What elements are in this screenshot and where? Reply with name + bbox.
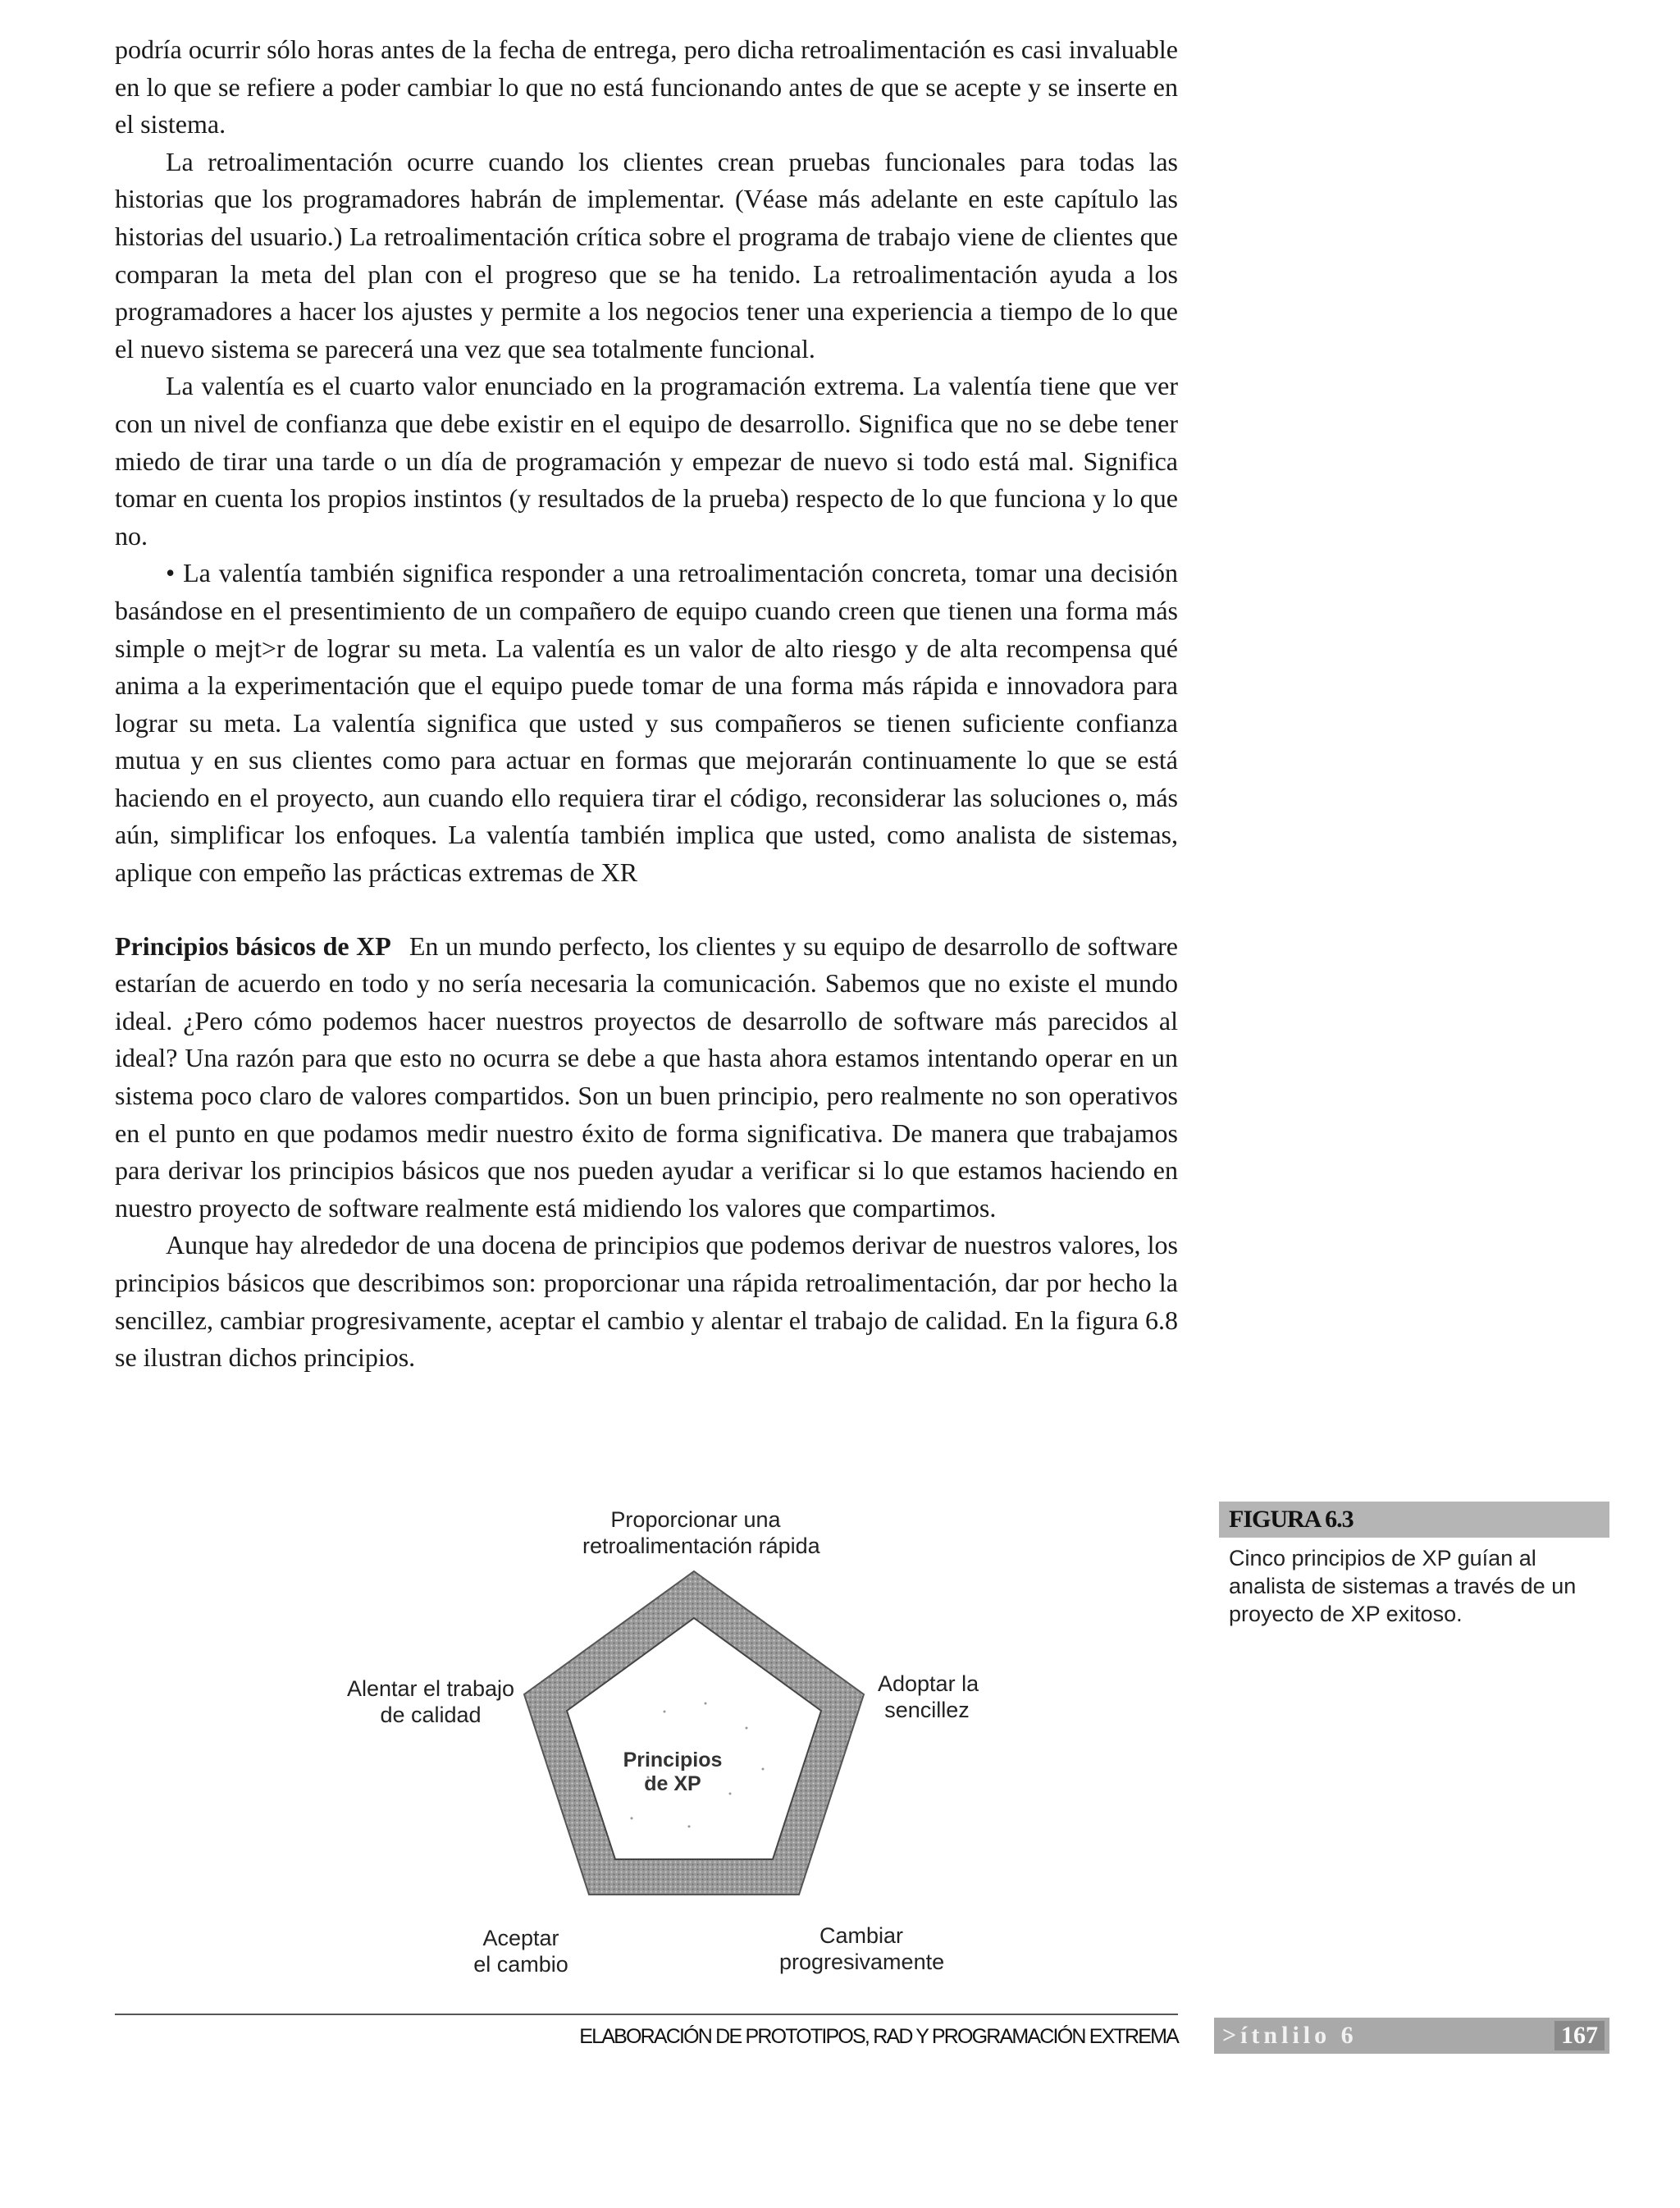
figure-caption [1219, 1502, 1609, 1628]
label-feedback [582, 1506, 820, 1559]
label-feedback-line1: Proporcionar una [610, 1507, 781, 1532]
label-quality-work [336, 1675, 525, 1728]
label-simplicity [878, 1671, 979, 1723]
paragraph-2: La retroalimentación ocurre cuando los clientes crean pruebas funcionales para todas las historias que los programadores habrán de implementar. (Véase más adelante en este capítulo las historias del usuario.) La retroalimentación crítica sobre el programa de trabajo viene de clientes que comparan la meta del plan con el progreso que se ha tenido. La retroalimentación ayuda a los programadores a hacer los ajustes y permite a los negocios tener una experiencia a tiempo de lo que el nuevo sistema se parecerá una vez que sea totalmente funcional. [115, 146, 1178, 363]
page-number: 167 [1554, 2021, 1605, 2050]
label-embrace-line2: el cambio [473, 1952, 568, 1977]
paragraph-3: La valentía es el cuarto valor enunciado en la programación extrema. La valentía tiene que ver con un nivel de confianza que debe existir en el equipo de desarrollo. Significa que no se debe tener miedo de tirar una tarde o un día de programación y empezar de nuevo si todo está mal. Significa tomar en cuenta los propios instintos (y resultados de la prueba) respecto de lo que funciona y lo que no. [115, 371, 1178, 551]
paragraph-4: • La valentía también significa responder a una retroalimentación concreta, tomar una decisión basándose en el presentimiento de un compañero de equipo cuando creen que tienen una forma más simple o mejt>r de lograr su meta. La valentía es un valor de alto riesgo y de alta recompensa qué anima a la experimentación que el equipo puede tomar de una forma más rápida e innovadora para lograr su meta. La valentía significa que usted y sus compañeros se tienen suficiente confianza mutua y en sus clientes como para actuar en formas que mejorarán continuamente lo que se está haciendo en el proyecto, aun cuando ello requiera tirar el código, reconsiderar las soluciones o, más aún, simplificar los enfoques. La valentía también implica que usted, como analista de sistemas, aplique con empeño las prácticas extremas de XR [115, 558, 1178, 888]
label-incremental-line2: progresivamente [779, 1950, 945, 1974]
running-footer-title: ELABORACIÓN DE PROTOTIPOS, RAD Y PROGRAMACIÓN EXTREMA [579, 2025, 1178, 2048]
chapter-label: >ítnlilo 6 [1222, 2022, 1358, 2049]
diagram-center-label: Principios de XP [623, 1749, 723, 1795]
paragraph-5 [115, 928, 1178, 1227]
label-incremental-line1: Cambiar [819, 1923, 904, 1948]
paragraph-1: podría ocurrir sólo horas antes de la fecha de entrega, pero dicha retroalimentación es casi invaluable en lo que se refiere a poder cambiar lo que no está funcionando antes de que se acepte y se inserte en el sistema. [115, 34, 1178, 139]
label-embrace-change [459, 1925, 582, 1977]
paragraph-5-text: En un mundo perfecto, los clientes y su equipo de desarrollo de software estarían de acuerdo en todo y no sería necesaria la comunicación. Sabemos que no existe el mundo ideal. ¿Pero cómo podemos hacer nuestros proyectos de desarrollo de software más parecidos al ideal? Una razón para que esto no ocurra se debe a que hasta ahora estamos intentando operar en un sistema poco claro de valores compartidos. Son un buen principio, pero realmente no son operativos en el punto en que podamos medir nuestro éxito de forma significativa. De manera que trabajamos para derivar los principios básicos que nos pueden ayudar a verificar si lo que estamos haciendo en nuestro proyecto de software realmente está midiendo los valores que compartimos. [115, 930, 1179, 1223]
footer-rule [115, 2014, 1178, 2015]
label-feedback-line2: retroalimentación rápida [582, 1534, 820, 1558]
figure-number: FIGURA 6.3 [1219, 1502, 1609, 1538]
chapter-band [1214, 2018, 1609, 2054]
xp-principles-figure [320, 1506, 1025, 1999]
section-heading: Principios básicos de XP [115, 930, 391, 961]
caption-text: Cinco principios de XP guían al analista de sistemas a través de un proyecto de XP exitoso. [1229, 1546, 1577, 1626]
label-quality-line1: Alentar el trabajo [346, 1676, 515, 1701]
label-simplicity-line1: Adoptar la [878, 1671, 979, 1696]
body-text [115, 31, 1178, 1377]
paragraph-6: Aunque hay alrededor de una docena de principios que podemos derivar de nuestros valores, los principios básicos que describimos son: proporcionar una rápida retroalimentación, dar por hecho la sencillez, cambiar progresivamente, aceptar el cambio y alentar el trabajo de calidad. En la figura 6.8 se ilustran dichos principios. [115, 1230, 1178, 1373]
label-quality-line2: de calidad [380, 1703, 482, 1727]
label-incremental-change [779, 1922, 943, 1975]
label-embrace-line1: Aceptar [482, 1926, 559, 1950]
label-simplicity-line2: sencillez [884, 1698, 970, 1722]
